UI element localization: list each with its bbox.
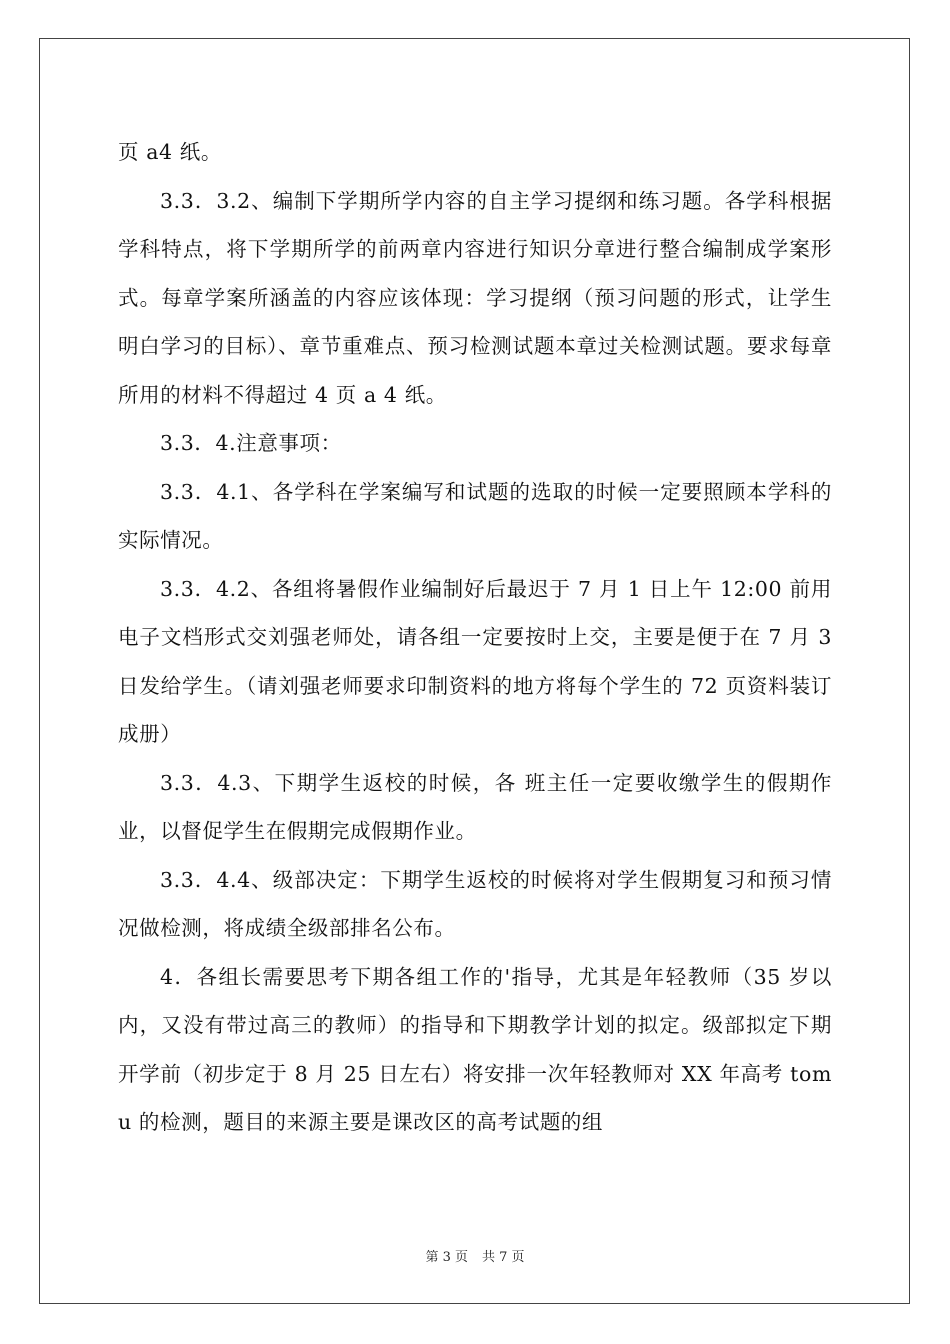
paragraph-1: 页 a4 纸。	[118, 140, 222, 164]
paragraph-7: 3.3．4.4、级部决定：下期学生返校的时候将对学生假期复习和预习情况做检测，将成绩全级部排名公布。	[118, 867, 832, 940]
page-footer	[0, 1246, 950, 1265]
paragraph-3: 3.3．4.注意事项：	[160, 431, 342, 455]
paragraph-2: 3.3．3.2、编制下学期所学内容的自主学习提纲和练习题。各学科根据学科特点，将下学期所学的前两章内容进行知识分章进行整合编制成学案形式。每章学案所涵盖的内容应该体现：学习提纲（预习问题的形式，让学生明白学习的目标）、章节重难点、预习检测试题本章过关检测试题。要求每章所用的材料不得超过 4 页 a 4 纸。	[118, 188, 832, 407]
paragraph-5: 3.3．4.2、各组将暑假作业编制好后最迟于 7 月 1 日上午 12:00 前用电子文档形式交刘强老师处，请各组一定要按时上交，主要是便于在 7 月 3 日发给学生。（请刘强老师要求印制资料的地方将每个学生的 72 页资料装订成册）	[118, 576, 832, 746]
document-body	[118, 128, 832, 1147]
paragraph-8: 4．各组长需要思考下期各组工作的'指导，尤其是年轻教师（35 岁以内，又没有带过高三的教师）的指导和下期教学计划的拟定。级部拟定下期开学前（初步定于 8 月 25 日左右）将安排一次年轻教师对 XX 年高考 tomu 的检测，题目的来源主要是课改区的高考试题的组	[118, 964, 832, 1134]
paragraph-4: 3.3．4.1、各学科在学案编写和试题的选取的时候一定要照顾本学科的实际情况。	[118, 479, 832, 552]
page-total: 共 7 页	[482, 1250, 525, 1265]
page-number: 第 3 页	[425, 1250, 468, 1265]
paragraph-6: 3.3．4.3、下期学生返校的时候，各 班主任一定要收缴学生的假期作业，以督促学生在假期完成假期作业。	[118, 770, 832, 843]
